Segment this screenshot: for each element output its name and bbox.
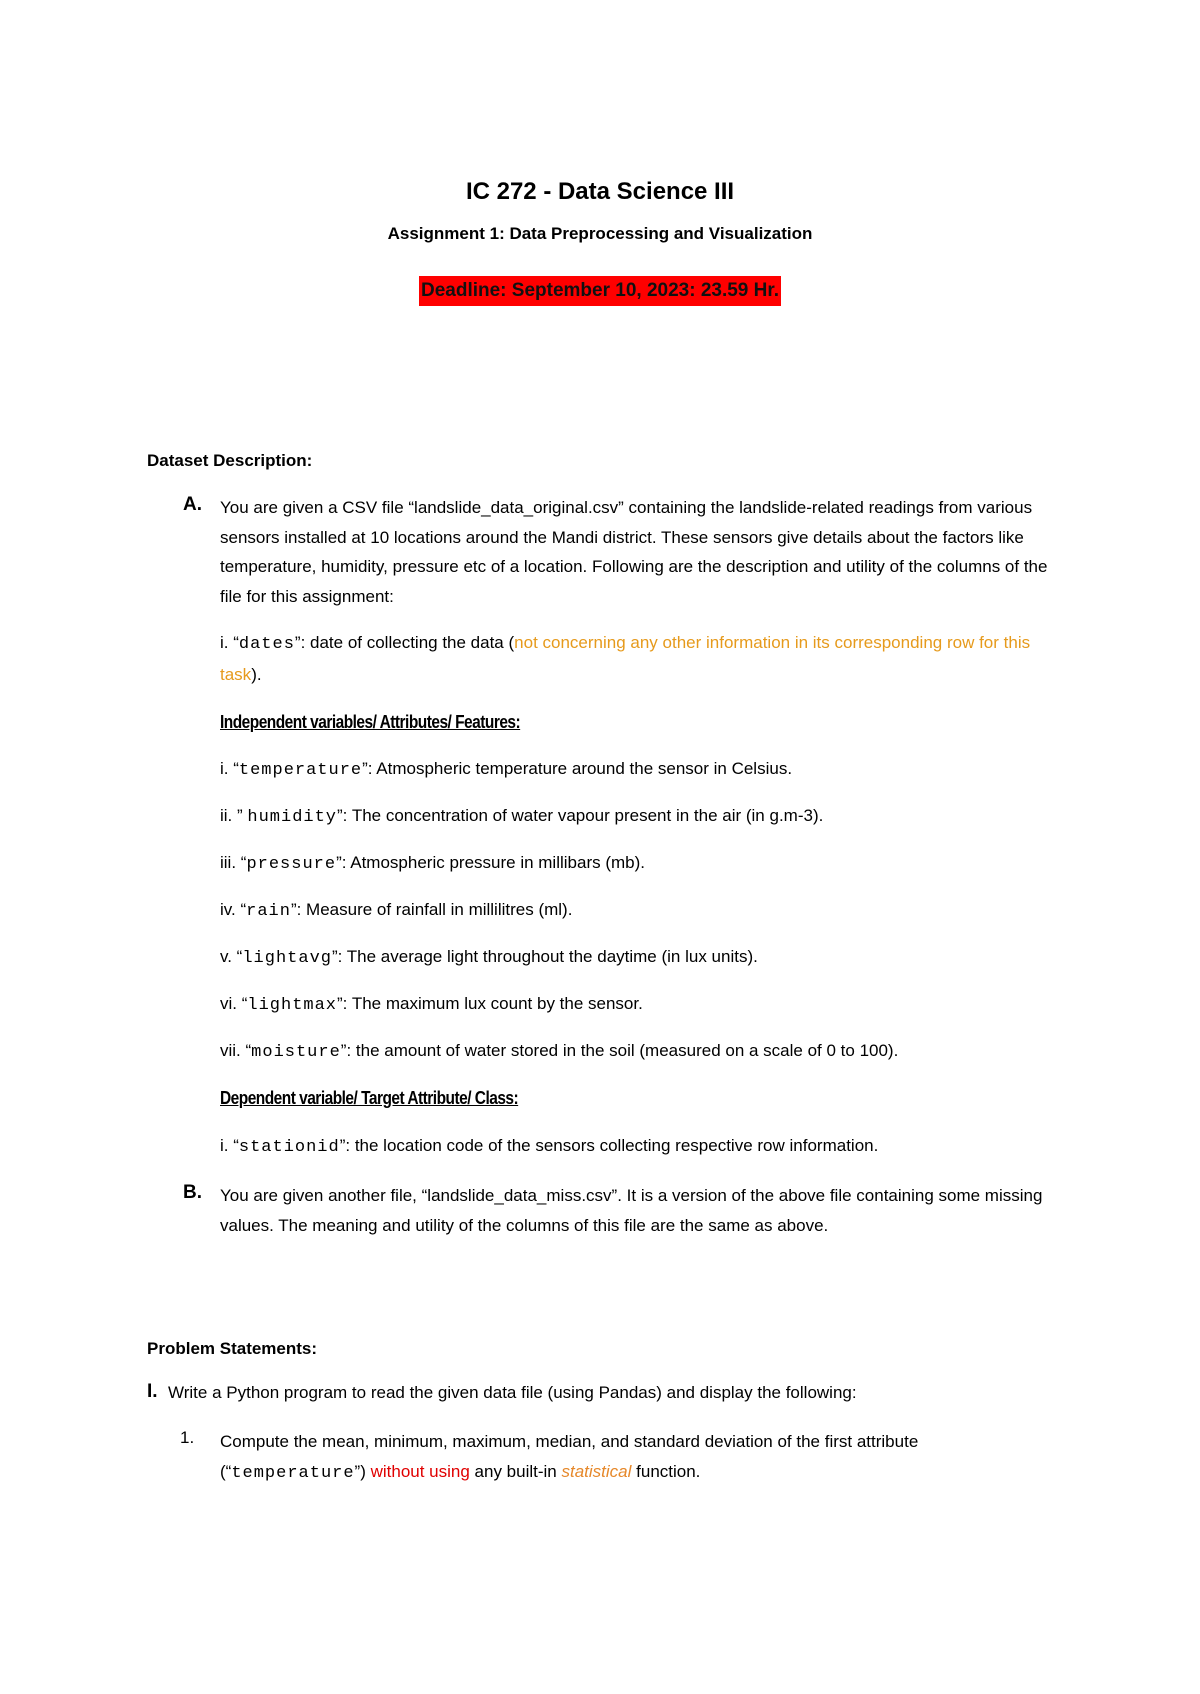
attribute-code: lightavg [242,949,332,968]
attribute-prefix: ii. ” [220,806,248,825]
attribute-temperature [220,759,792,780]
attribute-prefix: iv. “ [220,900,247,919]
attribute-prefix: vii. “ [220,1041,252,1060]
attribute-code: stationid [238,1138,340,1157]
page-title: IC 272 - Data Science III [465,178,735,205]
attribute-code: rain [246,902,291,921]
attribute-desc: ”: the amount of water stored in the soil (measured on a scale of 0 to 100). [340,1041,899,1060]
independent-variables-heading: Independent variables/ Attributes/ Features: [220,712,521,732]
problem-item-1-marker: 1. [180,1428,195,1447]
attribute-code: temperature [238,761,363,780]
attribute-desc: ”: Measure of rainfall in millilitres (ml). [290,900,573,919]
problem-statements-heading: Problem Statements: [147,1339,318,1358]
attribute-code: lightmax [247,996,338,1015]
attribute-desc: ”: The average light throughout the daytime (in lux units). [331,947,758,966]
attribute-code: humidity [247,808,338,827]
item-b-text: You are given another file, “landslide_data_miss.csv”. It is a version of the above file containing some missing values. The meaning and utility of the columns of this file are the same as above. [220,1186,1043,1235]
problem-i-text: Write a Python program to read the given data file (using Pandas) and display the following: [168,1383,857,1402]
attribute-lightavg [220,947,758,968]
attribute-desc: ”: The maximum lux count by the sensor. [337,994,643,1013]
dates-suffix: ). [251,665,262,684]
attribute-rain [220,900,572,921]
item1-code: temperature [231,1463,355,1483]
attribute-prefix: i. “ [220,759,239,778]
item1-part3: any built-in [469,1461,562,1481]
problem-i-marker: I. [147,1381,158,1402]
attribute-pressure [220,853,645,874]
attribute-prefix: iii. “ [220,853,247,872]
assignment-subtitle: Assignment 1: Data Preprocessing and Visualization [387,224,813,243]
problem-item-1-text [220,1427,1060,1488]
attribute-desc: ”: Atmospheric pressure in millibars (mb). [336,853,645,872]
dependent-variable-heading: Dependent variable/ Target Attribute/ Class: [220,1088,519,1108]
attribute-code: pressure [246,855,337,874]
item-a-marker: A. [183,494,202,515]
deadline-banner: Deadline: September 10, 2023: 23.59 Hr. [419,276,781,306]
dates-description [220,628,1060,690]
attribute-desc: ”: Atmospheric temperature around the sensor in Celsius. [362,759,793,778]
item1-part1: Compute the mean, minimum, maximum, median, and standard deviation of the first attribute (“ [220,1432,919,1481]
deadline-row [0,276,1200,306]
dates-highlight: not concerning any other information in its corresponding row for this task [220,633,1031,684]
attribute-lightmax [220,994,643,1015]
attribute-desc: ”: The concentration of water vapour present in the air (in g.m-3). [337,806,824,825]
dates-middle: ”: date of collecting the data ( [294,633,515,652]
item1-part2: ”) [354,1461,371,1481]
item-a-text: You are given a CSV file “landslide_data_original.csv” containing the landslide-related readings from various sensors installed at 10 locations around the Mandi district. These sensors give details about the factors like temperature, humidity, pressure etc of a location. Following are the description and utility of the columns of the file for this assignment: [220,498,1048,606]
item1-italic: statistical [561,1461,632,1481]
attribute-prefix: v. “ [220,947,243,966]
attribute-code: moisture [251,1043,341,1062]
attribute-humidity [220,806,823,827]
attribute-moisture [220,1041,898,1062]
dates-code: dates [238,635,295,654]
dates-prefix: i. “ [220,633,239,652]
attribute-stationid [220,1136,878,1157]
item1-part4: function. [631,1461,701,1481]
attribute-prefix: vi. “ [220,994,248,1013]
item-b-marker: B. [183,1182,202,1203]
attribute-desc: ”: the location code of the sensors collecting respective row information. [339,1136,879,1155]
attribute-prefix: i. “ [220,1136,239,1155]
dataset-description-heading: Dataset Description: [147,451,313,470]
item1-emphasis: without using [370,1461,470,1481]
